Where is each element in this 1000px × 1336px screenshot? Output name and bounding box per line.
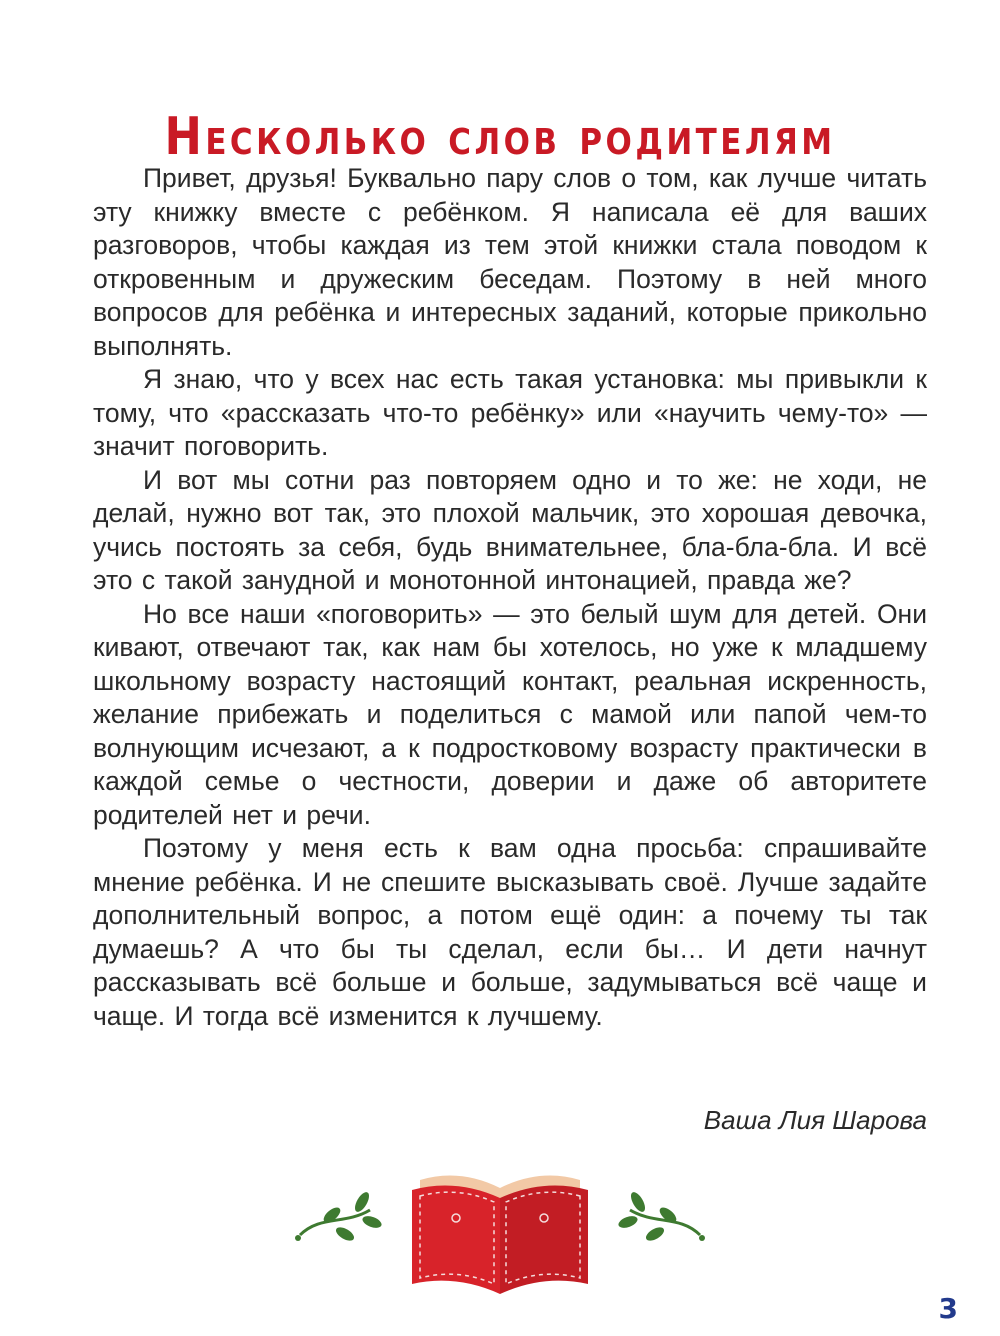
paragraph-5: Поэтому у меня есть к вам одна просьба: спрашивайте мнение ребёнка. И не спешите высказывать своё. Лучше задайте дополнительный вопрос, а потом ещё один: а почему ты так думаешь? А что бы ты сделал, если бы… И дети начнут рассказывать всё больше и больше, задумываться всё чаще и чаще. И тогда всё изменится к лучшему. <box>93 833 927 1031</box>
paragraph-3: И вот мы сотни раз повторяем одно и то же: не ходи, не делай, нужно вот так, это плохой мальчик, это хорошая девочка, учись постоять за себя, будь внимательнее, бла-бла-бла. И всё это с такой занудной и монотонной интонацией, правда же? <box>93 464 927 595</box>
paragraph-2: Я знаю, что у всех нас есть такая установка: мы привыкли к тому, что «рассказать что-то ребёнку» или «научить чему-то» — значит поговорить. <box>93 364 927 461</box>
body-text <box>93 162 927 1033</box>
leaf-sprig-icon <box>617 1190 705 1243</box>
page-title: Несколько слов родителям <box>164 106 836 167</box>
paragraph-4: Но все наши «поговорить» — это белый шум для детей. Они кивают, отвечают так, как нам бы хотелось, но уже к младшему школьному возрасту настоящий контакт, реальная искренность, желание прибежать и поделиться с мамой или папой чем-то волнующим исчезают, а к подростковому возрасту практически в каждой семье о честности, доверии и даже об авторитете родителей нет и речи. <box>93 598 927 830</box>
author-signature: Ваша Лия Шарова <box>703 1105 927 1135</box>
open-book-icon <box>412 1176 588 1295</box>
decorative-illustration <box>290 1160 710 1300</box>
paragraph-1: Привет, друзья! Буквально пару слов о том, как лучше читать эту книжку вместе с ребёнком. Я написала её для ваших разговоров, чтобы каждая из тем этой книжки стала поводом к откровенным и дружеским беседам. Поэтому в ней много вопросов для ребёнка и интересных заданий, которые прикольно выполнять. <box>93 163 927 361</box>
leaf-sprig-icon <box>295 1190 383 1243</box>
page-number: 3 <box>938 1292 958 1325</box>
